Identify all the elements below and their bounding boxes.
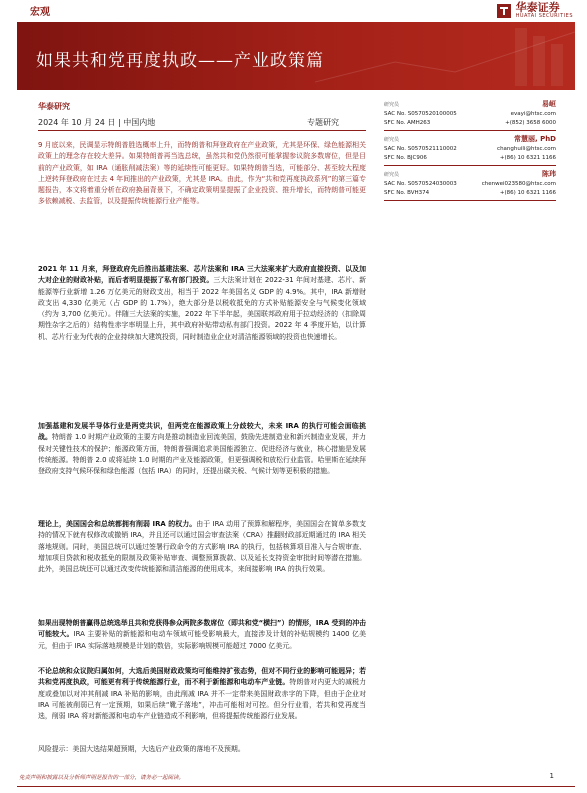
analyst-sfc: SFC No. BJC906 bbox=[384, 154, 427, 161]
paragraph-1-lead: 2021 年 11 月来，拜登政府先后推出基建法案、芯片法案和 IRA 三大法案来扩大政府直接投资、以及加大对企业的财政补贴，而后者明显提振了私有部门投资。 bbox=[38, 265, 366, 285]
analyst-phone: +(86) 10 6321 1166 bbox=[499, 154, 556, 161]
top-bar bbox=[0, 0, 587, 22]
risk-warning: 风险提示：美国大选结果超预期，大选后产业政策的落地不及预期。 bbox=[38, 745, 245, 753]
page-number: 1 bbox=[549, 772, 554, 780]
research-org: 华泰研究 bbox=[38, 102, 70, 111]
huatai-logo-icon bbox=[496, 3, 512, 19]
analyst-phone: +(852) 3658 6000 bbox=[505, 119, 556, 126]
analyst-name: 陈玮 bbox=[542, 170, 556, 178]
analyst-email[interactable]: evayi@htsc.com bbox=[510, 111, 556, 117]
paragraph-4-text: IRA 主要补贴的新能源和电动车领域可能受影响最大，直接涉及计划的补贴规模约 1400 亿美元，但由于 IRA 实际落地规模是计划的数倍，实际影响规模可能超过 7000 亿美元。 bbox=[38, 630, 367, 650]
summary-paragraph: 9 月底以来，民调显示特朗普胜选概率上升，而特朗普和拜登政府在产业政策，尤其是环保、绿色能源相关政策上的理念存在较大差异。如果特朗普再当选总统，虽然共和党仍然很可能掌握参议院多数席位，但是目前的产业政策，如 IRA（通胀削减法案）等的延续性可能更好。如果特朗普当选，可能部分、甚至较大程度上逆转拜登政府在过去 4 年间推出的产业政策，尤其是 IRA。由此，作为“共和党再度执政系列”的第三篇专题报告，本文将着重分析在政府换届背景下，不确定政策明显提振了企业投资、推升增长，而特朗普可能更多依赖减税、去监管，以及提振传统能源行业产能等。 bbox=[38, 141, 366, 206]
section-tag: 宏观 bbox=[30, 7, 50, 18]
title-banner bbox=[17, 22, 575, 90]
banner-decoration bbox=[315, 22, 575, 90]
analyst-role: 研究员 bbox=[384, 172, 400, 178]
analyst-sac: SAC No. S0570521110002 bbox=[384, 146, 457, 152]
paragraph-4-lead: 如果出现特朗普赢得总统选举且共和党获得参众两院多数席位（即共和党“横扫”）的情形，IRA 受到的冲击可能较大。 bbox=[38, 619, 366, 639]
paragraph-3-text: 由于 IRA 动用了预算和解程序，美国国会在简单多数支持的情况下就有权修改或撤销 IRA，并且还可以通过国会审查法案（CRA）推翻财政部近期通过的 IRA 相关落地规则。同时，美国总统可以通过签署行政命令的方式影响 IRA 的执行，包括核算项目准入与合规审查、增加项目贷款和税收抵免的限制及政策补贴审查、调整预算拨款、以及延长支持资金审批时间等潜在措施。此外，美国总统还可以通过改变传统能源和清洁能源的使用成本，来间接影响 IRA 的执行效果。 bbox=[38, 520, 366, 574]
body-paragraph-5 bbox=[38, 666, 366, 722]
analyst-sfc: SFC No. AMH263 bbox=[384, 119, 431, 126]
paragraph-5-text: 特朗普对内更大的减税力度或叠加以对冲其削减 IRA 补贴的影响，由此削减 IRA 并不一定带来美国财政赤字的下降，但由于企业对 IRA 可能被削弱已有一定预期，如果后续“靴子落地”，冲击可能相对可控。但分行业看，若共和党再度当选，削弱 IRA 将对新能源和电动车产业链造成不利影响，但将提振传统能源行业发展。 bbox=[38, 678, 367, 721]
analyst-role: 研究员 bbox=[384, 137, 400, 143]
footer-divider bbox=[17, 786, 575, 787]
body-paragraph-2 bbox=[38, 421, 366, 477]
paragraph-2-lead: 加强基建和发展半导体行业是两党共识，但两党在能源政策上分歧较大，未来 IRA 的执行可能会面临挑战。 bbox=[38, 422, 366, 442]
analyst-sac: SAC No. S0570520100005 bbox=[384, 111, 457, 117]
paragraph-3-lead: 理论上，美国国会和总统都拥有削弱 IRA 的权力。 bbox=[38, 520, 197, 528]
analyst-email[interactable]: changhuili@htsc.com bbox=[497, 146, 556, 152]
footer-disclaimer: 免责声明和披露以及分析师声明是报告的一部分，请务必一起阅读。 bbox=[19, 775, 185, 781]
analyst-card bbox=[384, 134, 556, 166]
analyst-card bbox=[384, 169, 556, 201]
report-title: 如果共和党再度执政——产业政策篇 bbox=[36, 51, 324, 71]
report-type: 专题研究 bbox=[307, 118, 339, 127]
body-paragraph-4 bbox=[38, 618, 366, 652]
company-logo bbox=[496, 2, 573, 19]
analyst-email[interactable]: chenwei023580@htsc.com bbox=[481, 181, 556, 187]
date-region: 2024 年 10 月 24 日 | 中国内地 bbox=[38, 118, 156, 127]
logo-english: HUATAI SECURITIES bbox=[515, 13, 573, 19]
analyst-sac: SAC No. S0570524030003 bbox=[384, 181, 457, 187]
body-paragraph-1 bbox=[38, 264, 366, 343]
analyst-name: 易峘 bbox=[542, 100, 556, 108]
body-paragraph-3 bbox=[38, 519, 366, 575]
logo-chinese: 华泰证券 bbox=[515, 1, 560, 14]
analyst-phone: +(86) 10 6321 1166 bbox=[499, 189, 556, 196]
paragraph-2-text: 特朗普 1.0 时期产业政策的主要方向是推动制造业回流美国，鼓励先进制造业和新兴制造业发展，并力保对关键性技术的保护；能源政策方面，特朗普强调追求美国能源独立、促进经济与就业，核心措施是发展传统能源。特朗普 2.0 或将延续 1.0 时期的产业及能源政策，但更强调税和放松行业监管。哈里斯在延续拜登政府支持气候环保和绿色能源（包括 IRA）的同时，还提出碳关税、气候计划等更积极的措施。 bbox=[38, 433, 367, 476]
paragraph-1-text: 三大法案计划在 2022-31 年间对基建、芯片、新能源等行业新增 1.26 万亿美元的财政支出，相当于 2022 年美国名义 GDP 的 4.9%。其中，IRA 新增财政支出 4,330 亿美元（占 GDP 的 1.7%），绝大部分是以税收抵免的方式补贴能源安全与气候变化领域（约为 3,700 亿美元）。伴随三大法案的实施，2022 年下半年起，美国联邦政府用于拉动经济的（扣除周期性杂字之后的）结构性赤字率明显上升，其中政府补贴带动私有部门投资。2022 年 4 季度开始，以计算机、芯片行业为代表的企业持续加大建筑投资，同时制造业企业对清洁能源领域的投资也快速增长。 bbox=[38, 276, 367, 341]
analyst-sfc: SFC No. BVH374 bbox=[384, 189, 430, 196]
analyst-panel bbox=[384, 99, 556, 204]
analyst-role: 研究员 bbox=[384, 102, 400, 108]
meta-divider bbox=[38, 130, 366, 131]
paragraph-5-lead: 不论总统和众议院归属如何，大选后美国财政政策均可能维持扩张态势，但对不同行业的影响可能迥异；若共和党再度执政，可能更有利于传统能源行业，而不利于新能源和电动车产业链。 bbox=[38, 667, 366, 687]
analyst-card bbox=[384, 99, 556, 131]
analyst-name: 常慧丽, PhD bbox=[513, 135, 556, 143]
